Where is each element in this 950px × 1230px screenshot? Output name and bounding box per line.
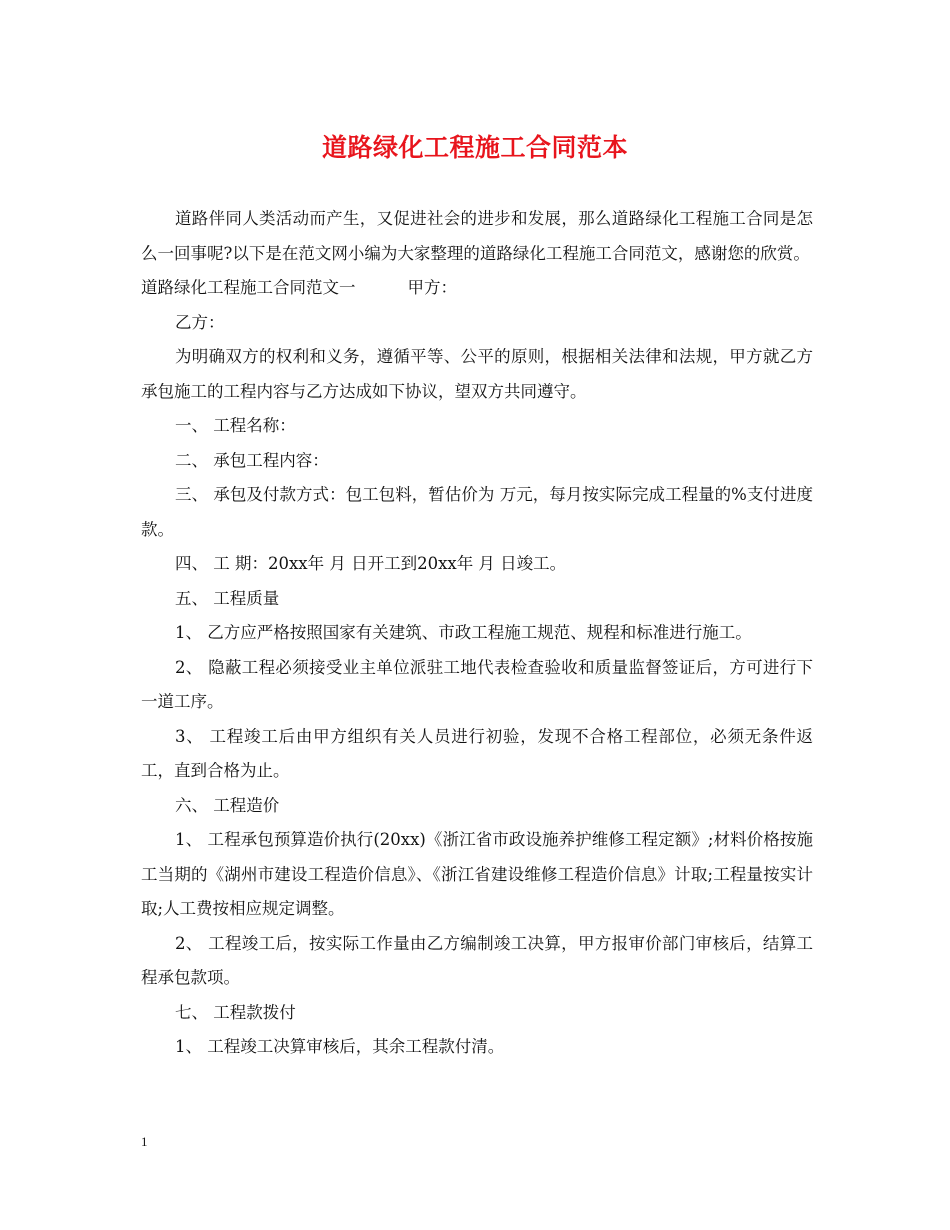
clause-6-1: 1、 工程承包预算造价执行(20xx)《浙江省市政设施养护维修工程定额》;材料价格按施工当期的《湖州市建设工程造价信息》、《浙江省建设维修工程造价信息》计取;工程量按实计取;人工费按相应规定调整。 xyxy=(141,830,813,918)
clause-2: 二、 承包工程内容： xyxy=(175,450,329,470)
document-body xyxy=(141,202,813,1065)
party-a-label: 甲方： xyxy=(407,278,457,297)
clause-6: 六、 工程造价 xyxy=(175,795,280,815)
page-number: 1 xyxy=(141,1134,148,1149)
document-title: 道路绿化工程施工合同范本 xyxy=(321,133,628,162)
party-b-label: 乙方： xyxy=(175,312,225,332)
section-heading-line xyxy=(141,271,813,306)
clause-4: 四、 工 期：20xx年 月 日开工到20xx年 月 日竣工。 xyxy=(175,554,567,573)
intro-paragraph: 道路伴同人类活动而产生，又促进社会的进步和发展，那么道路绿化工程施工合同是怎么一回事呢?以下是在范文网小编为大家整理的道路绿化工程施工合同范文，感谢您的欣赏。 xyxy=(141,209,813,263)
clause-7-1: 1、 工程竣工决算审核后，其余工程款付清。 xyxy=(175,1037,505,1056)
clause-5-2: 2、 隐蔽工程必须接受业主单位派驻工地代表检查验收和质量监督签证后，方可进行下一道工序。 xyxy=(141,657,813,711)
purpose-paragraph: 为明确双方的权利和义务，遵循平等、公平的原则，根据相关法律和法规，甲方就乙方承包施工的工程内容与乙方达成如下协议，望双方共同遵守。 xyxy=(141,347,813,401)
clause-3: 三、 承包及付款方式：包工包料，暂估价为 万元，每月按实际完成工程量的%支付进度款。 xyxy=(141,485,813,539)
clause-7: 七、 工程款拨付 xyxy=(175,1002,296,1022)
section-heading: 道路绿化工程施工合同范文一 xyxy=(141,278,356,297)
clause-1: 一、 工程名称： xyxy=(175,416,296,435)
clause-6-2: 2、 工程竣工后，按实际工作量由乙方编制竣工决算，甲方报审价部门审核后，结算工程承包款项。 xyxy=(141,933,813,987)
clause-5: 五、 工程质量 xyxy=(175,588,280,608)
clause-5-3: 3、 工程竣工后由甲方组织有关人员进行初验，发现不合格工程部位，必须无条件返工，直到合格为止。 xyxy=(141,726,813,780)
clause-5-1: 1、 乙方应严格按照国家有关建筑、市政工程施工规范、规程和标准进行施工。 xyxy=(175,623,752,642)
